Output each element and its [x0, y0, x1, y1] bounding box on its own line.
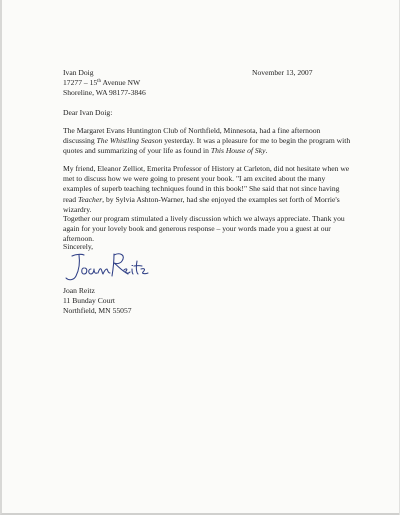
- p1-text-a: The Margaret Evans Huntington Club of Northfield, Minnesota, had a fine afternoon discussing: [63, 126, 321, 146]
- p1-text-e: .: [265, 146, 268, 156]
- book-title-teacher: Teacher: [77, 194, 103, 204]
- recipient-name: Ivan Doig: [63, 68, 94, 77]
- p3-text: Together our program stimulated a lively discussion which we always appreciate. Thank you again for your lovely book and generous response – your words made you a guest at our afternoon.: [63, 214, 345, 244]
- letter-date: November 13, 2007: [252, 68, 313, 77]
- sender-name: Joan Reitz: [63, 286, 95, 295]
- sender-street: 11 Bunday Court: [63, 296, 116, 305]
- book-title-house-of-sky: This House of Sky: [210, 146, 266, 156]
- p1-text-c: yesterday. It was a pleasure for me to begin the program with quotes and summarizing of your life as found in: [63, 136, 351, 156]
- sender-city: Northfield, MN 55057: [63, 306, 132, 315]
- p2-text-c: , by Sylvia Ashton-Warner, had she enjoyed the examples set forth of Morrie's wizardry.: [63, 194, 340, 214]
- book-title-whistling-season: The Whistling Season: [96, 136, 163, 146]
- paragraph-1: [63, 126, 353, 157]
- salutation: Dear Ivan Doig:: [63, 108, 113, 117]
- paragraph-3: [63, 214, 353, 245]
- recipient-city: Shoreline, WA 98177-3846: [63, 88, 146, 97]
- recipient-street-suffix: th: [97, 79, 102, 84]
- closing: Sincerely,: [63, 242, 94, 251]
- recipient-street-rest: Avenue NW: [101, 78, 141, 87]
- p2-text-a: My friend, Eleanor Zelliot, Emerita Professor of History at Carleton, did not hesitate when we met to discuss how we were going to present your book. "I am excited about the many examples of superb teaching techniques found in this book!" She said that not since having read: [63, 164, 350, 204]
- handwritten-signature: [62, 248, 150, 286]
- recipient-street-number: 17277 – 15: [63, 78, 98, 87]
- paragraph-2: [63, 164, 353, 215]
- recipient-street: [63, 78, 140, 88]
